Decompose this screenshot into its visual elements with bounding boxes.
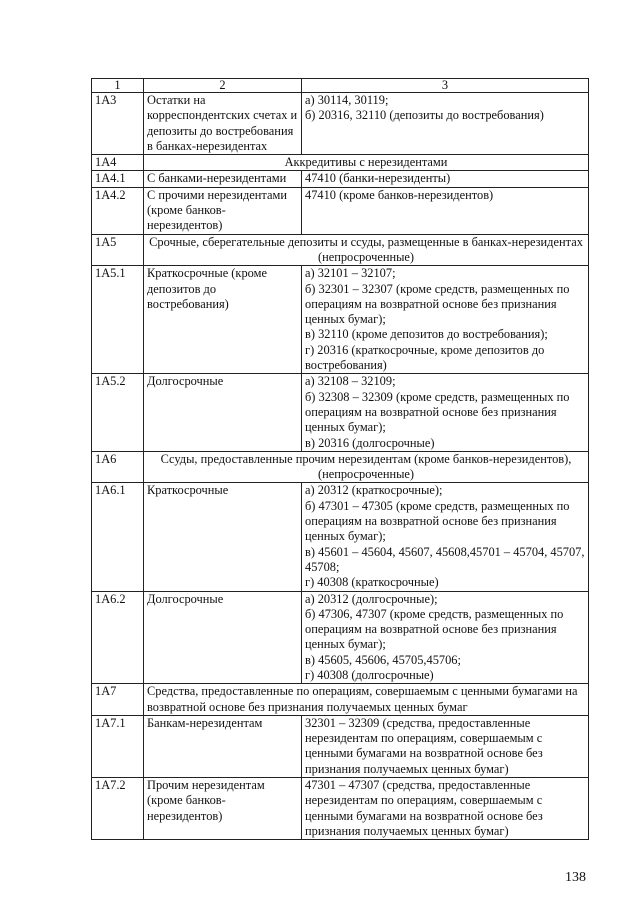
row-code: 1А7 <box>92 684 144 716</box>
row-code: 1А7.1 <box>92 715 144 777</box>
table-row <box>92 684 589 716</box>
table-row <box>92 155 589 171</box>
row-name: Краткосрочные (кроме депозитов до востребования) <box>144 266 302 374</box>
row-name: С прочими нерезидентами (кроме банков-нерезидентов) <box>144 187 302 234</box>
row-code: 1А4.1 <box>92 171 144 187</box>
row-name: Прочим нерезидентам (кроме банков-нерезидентов) <box>144 778 302 840</box>
section-title: Аккредитивы с нерезидентами <box>144 155 589 171</box>
row-name: Долгосрочные <box>144 591 302 684</box>
table-row <box>92 591 589 684</box>
row-accounts: а) 32101 – 32107; б) 32301 – 32307 (кроме средств, размещенных по операциям на возвратной основе без признания ценных бумаг); в) 32110 (кроме депозитов до востребования); г) 20316 (краткосрочные, кроме депозитов до востребования) <box>302 266 589 374</box>
row-code: 1А6 <box>92 451 144 483</box>
table-row <box>92 93 589 155</box>
row-code: 1А6.1 <box>92 483 144 591</box>
row-code: 1А6.2 <box>92 591 144 684</box>
row-code: 1А7.2 <box>92 778 144 840</box>
table-row <box>92 187 589 234</box>
row-accounts: а) 32108 – 32109; б) 32308 – 32309 (кроме средств, размещенных по операциям на возвратной основе без признания ценных бумаг); в) 20316 (долгосрочные) <box>302 374 589 451</box>
table-row <box>92 171 589 187</box>
page-number: 138 <box>565 870 586 885</box>
row-code: 1А5 <box>92 234 144 266</box>
row-accounts: а) 20312 (краткосрочные); б) 47301 – 47305 (кроме средств, размещенных по операциям на возвратной основе без признания ценных бумаг); в) 45601 – 45604, 45607, 45608,45701 – 45704, 45707, 45708; г) 40308 (краткосрочные) <box>302 483 589 591</box>
row-name: Банкам-нерезидентам <box>144 715 302 777</box>
header-col-2: 2 <box>144 79 302 93</box>
section-title: Средства, предоставленные по операциям, совершаемым с ценными бумагами на возвратной основе без признания получаемых ценных бумаг <box>144 684 589 716</box>
table-row <box>92 234 589 266</box>
header-col-1: 1 <box>92 79 144 93</box>
row-accounts: а) 30114, 30119; б) 20316, 32110 (депозиты до востребования) <box>302 93 589 155</box>
row-accounts: 47410 (банки-нерезиденты) <box>302 171 589 187</box>
header-col-3: 3 <box>302 79 589 93</box>
table-row <box>92 483 589 591</box>
row-accounts: 47410 (кроме банков-нерезидентов) <box>302 187 589 234</box>
section-title: Ссуды, предоставленные прочим нерезидентам (кроме банков-нерезидентов), (непросроченные) <box>144 451 589 483</box>
row-accounts: а) 20312 (долгосрочные); б) 47306, 47307 (кроме средств, размещенных по операциям на возвратной основе без признания ценных бумаг); в) 45605, 45606, 45705,45706; г) 40308 (долгосрочные) <box>302 591 589 684</box>
table-row <box>92 374 589 451</box>
table-body <box>92 79 589 840</box>
row-name: С банками-нерезидентами <box>144 171 302 187</box>
row-name: Краткосрочные <box>144 483 302 591</box>
row-name: Долгосрочные <box>144 374 302 451</box>
table-row <box>92 715 589 777</box>
row-code: 1А5.1 <box>92 266 144 374</box>
row-name: Остатки на корреспондентских счетах и депозиты до востребования в банках-нерезидентах <box>144 93 302 155</box>
row-code: 1А3 <box>92 93 144 155</box>
accounts-table <box>91 78 589 840</box>
row-code: 1А4 <box>92 155 144 171</box>
table-row <box>92 778 589 840</box>
row-accounts: 47301 – 47307 (средства, предоставленные нерезидентам по операциям, совершаемым с ценными бумагами на возвратной основе без признания получаемых ценных бумаг) <box>302 778 589 840</box>
row-accounts: 32301 – 32309 (средства, предоставленные нерезидентам по операциям, совершаемым с ценными бумагами на возвратной основе без признания получаемых ценных бумаг) <box>302 715 589 777</box>
row-code: 1А5.2 <box>92 374 144 451</box>
row-code: 1А4.2 <box>92 187 144 234</box>
table-row <box>92 266 589 374</box>
table-header-row <box>92 79 589 93</box>
table-row <box>92 451 589 483</box>
section-title: Срочные, сберегательные депозиты и ссуды, размещенные в банках-нерезидентах (непросроченные) <box>144 234 589 266</box>
